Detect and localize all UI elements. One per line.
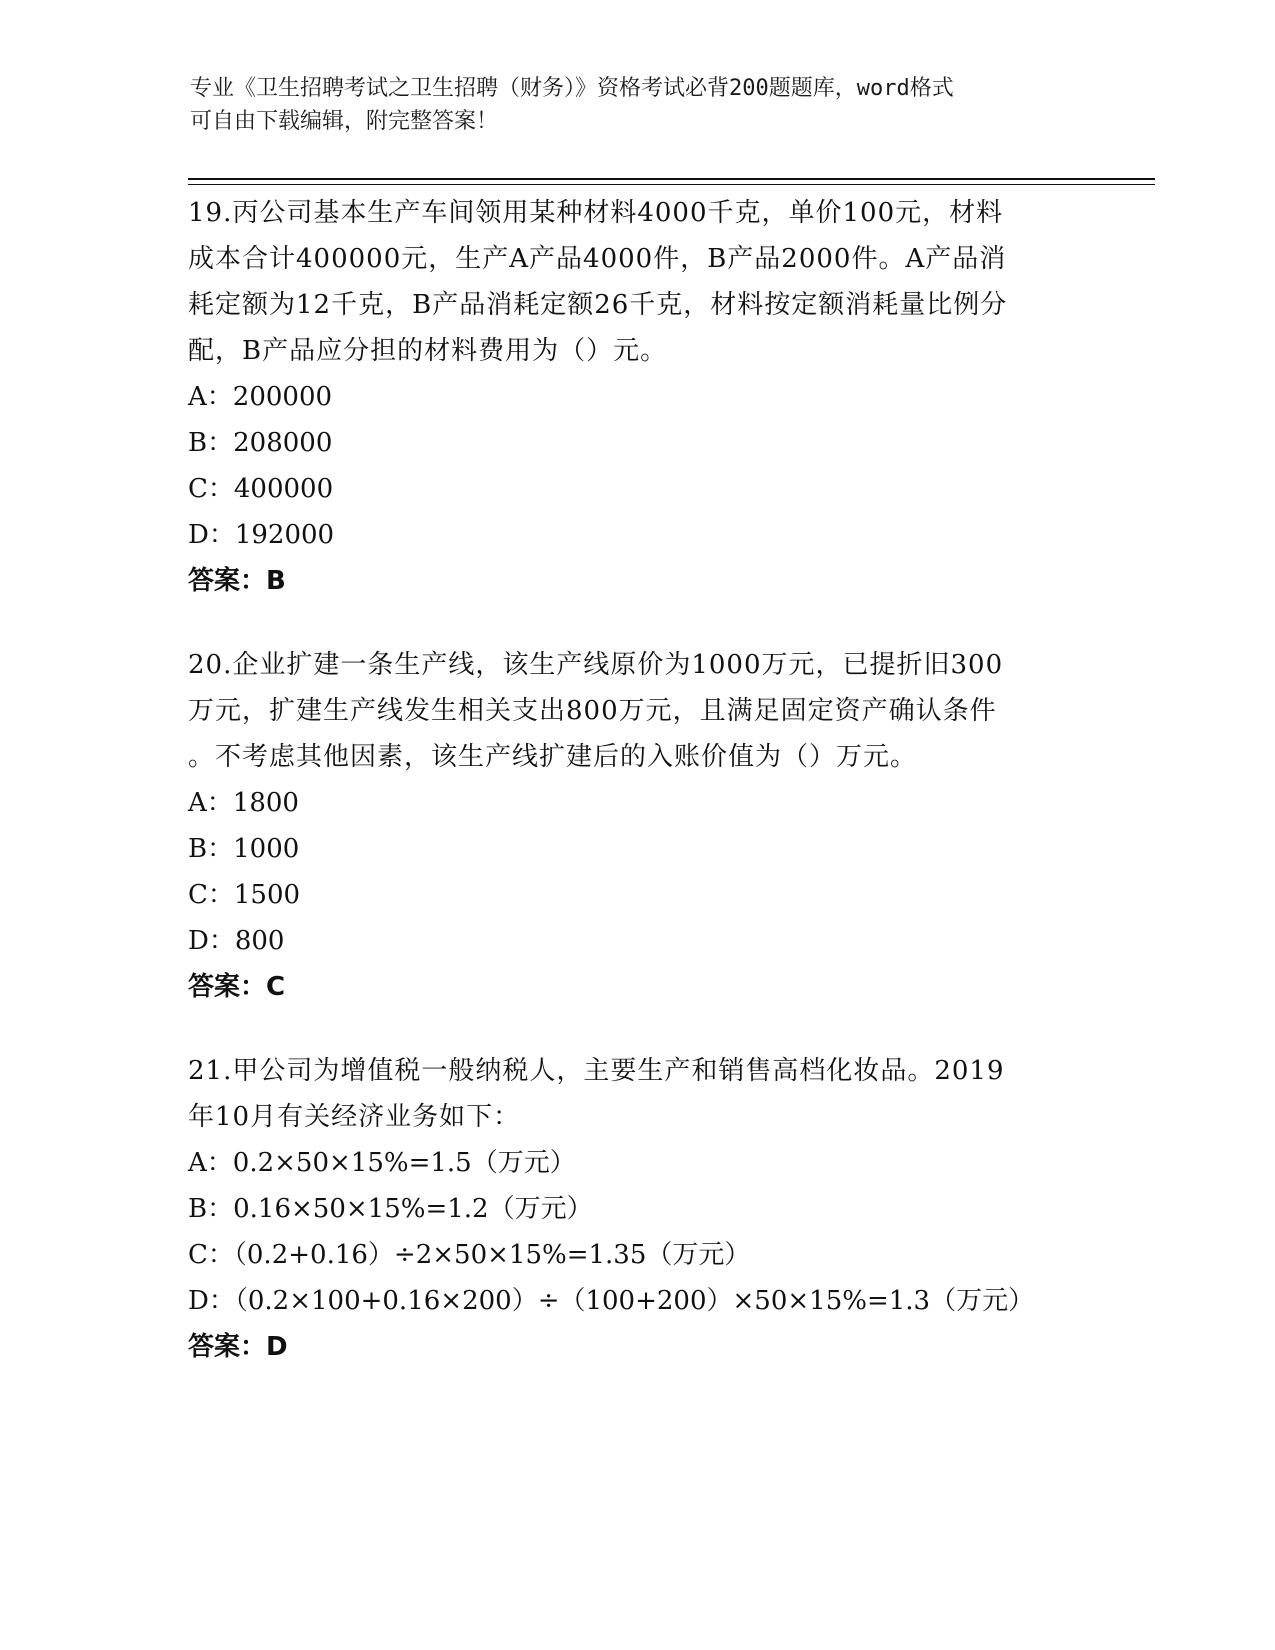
header-line: 专业《卫生招聘考试之卫生招聘（财务）》资格考试必背200题题库，word格式 — [190, 76, 954, 101]
header-line: 可自由下载编辑，附完整答案！ — [190, 109, 499, 134]
question-21 — [188, 1048, 1118, 1370]
option-c: C：400000 — [188, 474, 334, 504]
answer: 答案：D — [188, 1332, 288, 1362]
option-a: A：0.2×50×15%=1.5（万元） — [188, 1148, 576, 1178]
option-a: A：200000 — [188, 382, 333, 412]
option-b: B：208000 — [188, 428, 333, 458]
answer: 答案：B — [188, 566, 286, 596]
question-stem — [188, 190, 1118, 374]
option-d: D：800 — [188, 926, 285, 956]
question-20 — [188, 642, 1118, 1010]
question-19 — [188, 190, 1118, 604]
header-divider-thick — [188, 178, 1155, 180]
option-c: C：（0.2+0.16）÷2×50×15%=1.35（万元） — [188, 1240, 751, 1270]
stem-line: 20.企业扩建一条生产线，该生产线原价为1000万元，已提折旧300 — [188, 650, 1004, 680]
stem-line: 21.甲公司为增值税一般纳税人，主要生产和销售高档化妆品。2019 — [188, 1056, 1005, 1086]
stem-line: 19.丙公司基本生产车间领用某种材料4000千克，单价100元，材料 — [188, 198, 1004, 228]
stem-line: 成本合计400000元，生产A产品4000件，B产品2000件。A产品消 — [188, 244, 1007, 274]
stem-line: 耗定额为12千克，B产品消耗定额26千克，材料按定额消耗量比例分 — [188, 290, 1008, 320]
question-list — [188, 190, 1118, 1408]
stem-line: 年10月有关经济业务如下： — [188, 1102, 521, 1132]
option-c: C：1500 — [188, 880, 301, 910]
option-d: D：（0.2×100+0.16×200）÷（100+200）×50×15%=1.3（万元） — [188, 1286, 1035, 1316]
stem-line: 。不考虑其他因素，该生产线扩建后的入账价值为（）万元。 — [188, 742, 918, 772]
header-divider-thin — [188, 184, 1155, 185]
answer: 答案：C — [188, 972, 286, 1002]
option-d: D：192000 — [188, 520, 335, 550]
option-b: B：0.16×50×15%=1.2（万元） — [188, 1194, 593, 1224]
question-stem — [188, 642, 1118, 780]
question-stem — [188, 1048, 1118, 1140]
stem-line: 配，B产品应分担的材料费用为（）元。 — [188, 336, 668, 366]
option-a: A：1800 — [188, 788, 299, 818]
document-header — [190, 72, 1090, 138]
option-b: B：1000 — [188, 834, 300, 864]
stem-line: 万元，扩建生产线发生相关支出800万元，且满足固定资产确认条件 — [188, 696, 997, 726]
